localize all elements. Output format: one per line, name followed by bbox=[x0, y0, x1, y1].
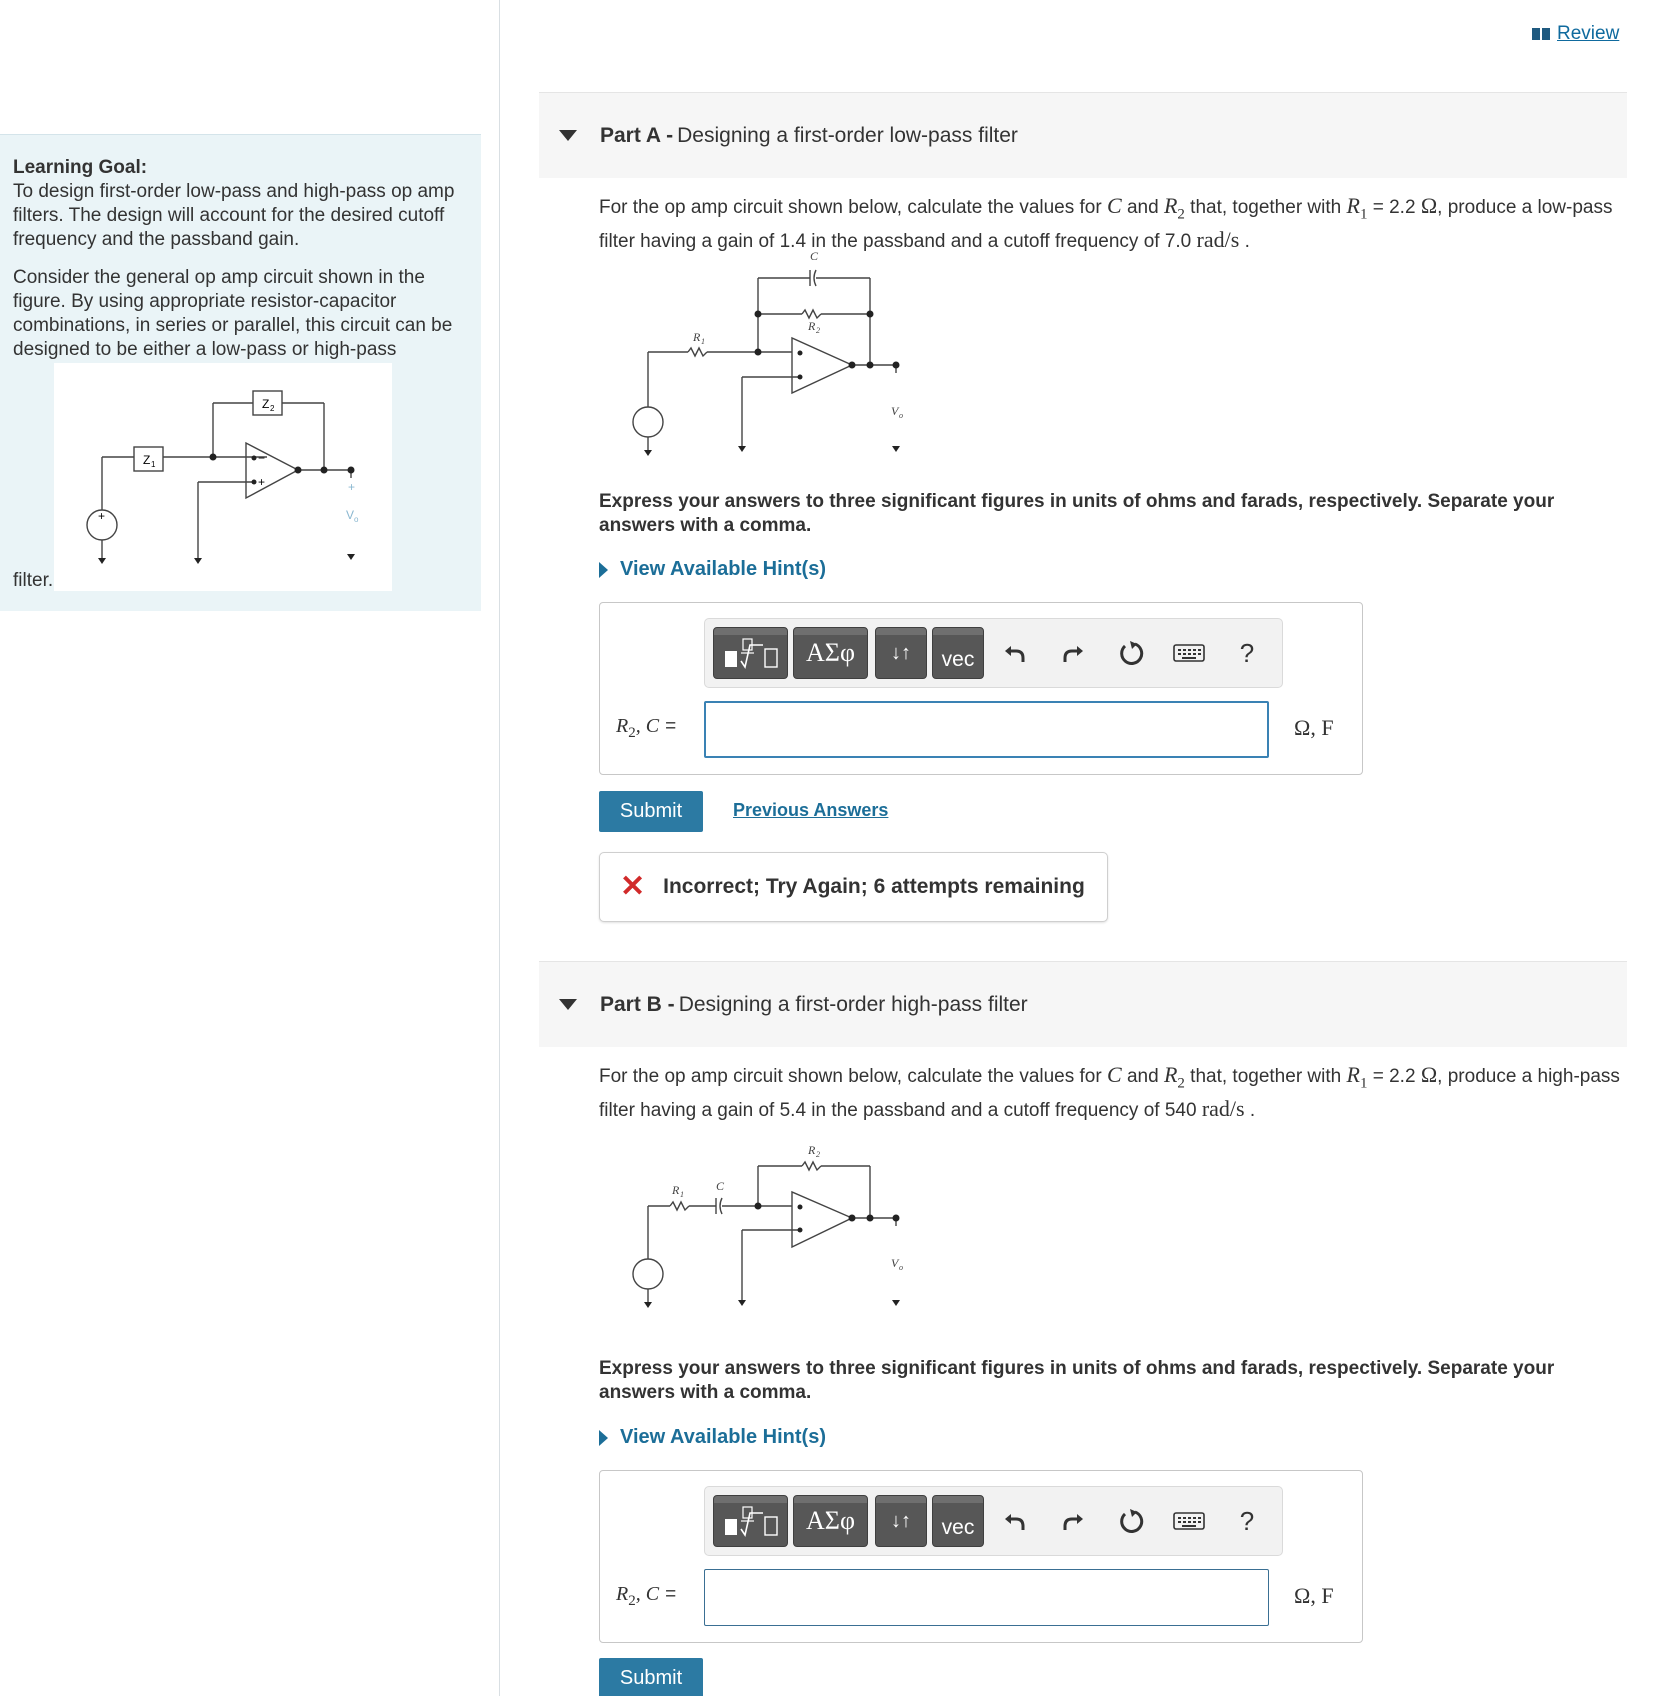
math-r1: R bbox=[1346, 1062, 1360, 1087]
keyboard-icon[interactable] bbox=[1171, 1503, 1207, 1539]
feedback-message: Incorrect; Try Again; 6 attempts remaining bbox=[663, 875, 1085, 898]
r1-label: R bbox=[693, 330, 701, 344]
help-icon[interactable]: ? bbox=[1239, 1505, 1255, 1536]
label-sub: 2 bbox=[628, 725, 636, 741]
general-op-amp-figure bbox=[54, 363, 392, 591]
expand-triangle-icon bbox=[599, 562, 608, 578]
reset-icon[interactable] bbox=[1113, 1503, 1149, 1539]
part-a-label: Part A - bbox=[600, 123, 674, 147]
answer-label bbox=[616, 715, 676, 742]
vo-sub: o bbox=[354, 515, 359, 524]
templates-button[interactable] bbox=[713, 1495, 788, 1547]
part-b-header[interactable] bbox=[539, 961, 1627, 1047]
question-text: that, together with bbox=[1190, 197, 1342, 218]
arrows-button[interactable]: ↓↑ bbox=[875, 1495, 927, 1547]
label-c: , C bbox=[635, 1583, 660, 1605]
part-a-question bbox=[599, 193, 1629, 254]
question-text: = 2.2 bbox=[1372, 197, 1416, 218]
c-label: C bbox=[810, 249, 819, 263]
vo-label: V bbox=[891, 404, 899, 418]
fraction-sqrt-icon bbox=[719, 635, 783, 671]
part-b-submit-button[interactable]: Submit bbox=[599, 1658, 703, 1696]
vo-sub: o bbox=[899, 1263, 903, 1272]
learning-goal-panel bbox=[0, 134, 481, 611]
z2-sub: 2 bbox=[270, 404, 275, 413]
z1-sub: 1 bbox=[151, 460, 156, 469]
undo-icon[interactable] bbox=[997, 635, 1033, 671]
part-b-question bbox=[599, 1062, 1629, 1123]
question-text: = 2.2 bbox=[1372, 1066, 1416, 1087]
answer-input[interactable] bbox=[704, 1569, 1269, 1626]
math-sub: 2 bbox=[1177, 206, 1185, 223]
expand-triangle-icon bbox=[599, 1430, 608, 1446]
part-b-instruction: Express your answers to three significant figures in units of ohms and farads, respectively. Separate your answers with a comma. bbox=[599, 1358, 1555, 1403]
filter-word: filter. bbox=[13, 570, 54, 591]
c-label: C bbox=[716, 1179, 725, 1193]
question-text: For the op amp circuit shown below, calculate the values for bbox=[599, 197, 1102, 218]
vo-label: V bbox=[891, 1256, 899, 1270]
source-plus: + bbox=[98, 509, 106, 523]
math-c: C bbox=[1106, 1062, 1122, 1087]
math-r2: R bbox=[1163, 193, 1178, 218]
question-text: . bbox=[1249, 1100, 1256, 1122]
question-text: For the op amp circuit shown below, calculate the values for bbox=[599, 1066, 1102, 1087]
previous-answers-link[interactable]: Previous Answers bbox=[733, 800, 889, 820]
review-link[interactable] bbox=[1531, 23, 1619, 45]
vector-button[interactable]: vec bbox=[932, 1495, 984, 1547]
learning-goal-heading: Learning Goal: bbox=[13, 157, 148, 178]
vo-sub: o bbox=[899, 411, 903, 420]
z2-label: Z bbox=[262, 397, 270, 411]
consider-text: Consider the general op amp circuit shown in the figure. By using appropriate resistor-capacitor combinations, in series or parallel, this circuit can be designed to be either a low-pass or high-pass bbox=[13, 267, 453, 360]
math-r2: R bbox=[1163, 1062, 1178, 1087]
z1-label: Z bbox=[143, 453, 151, 467]
part-b-circuit-figure bbox=[620, 1140, 920, 1320]
math-sub: 1 bbox=[1359, 1075, 1368, 1092]
learning-goal-text: To design first-order low-pass and high-pass op amp filters. The design will account for the desired cutoff frequency and the passband gain. bbox=[13, 181, 455, 250]
part-a-circuit-figure bbox=[620, 248, 920, 470]
question-text: and bbox=[1126, 197, 1159, 218]
review-label[interactable]: Review bbox=[1557, 23, 1620, 44]
math-toolbar bbox=[704, 1486, 1283, 1556]
math-toolbar bbox=[704, 618, 1283, 688]
r1-label: R bbox=[672, 1183, 680, 1197]
part-b-title: Designing a first-order high-pass filter bbox=[678, 992, 1028, 1016]
label-eq: = bbox=[665, 1584, 677, 1605]
label-eq: = bbox=[665, 716, 677, 737]
question-text: and bbox=[1126, 1066, 1159, 1087]
math-ohm: Ω bbox=[1420, 1062, 1438, 1087]
incorrect-x-icon: ✕ bbox=[620, 870, 646, 903]
answer-label bbox=[616, 1583, 676, 1610]
answer-units: Ω, F bbox=[1294, 715, 1334, 740]
question-text: . bbox=[1244, 231, 1250, 253]
part-b-answer-box bbox=[599, 1470, 1363, 1643]
math-unit: rad/s bbox=[1196, 227, 1240, 253]
help-icon[interactable]: ? bbox=[1239, 637, 1255, 668]
part-a-title: Designing a first-order low-pass filter bbox=[677, 123, 1018, 147]
r1-sub: 1 bbox=[701, 337, 705, 346]
book-icon bbox=[1531, 26, 1551, 42]
label-sub: 2 bbox=[628, 1593, 636, 1609]
hint-label[interactable]: View Available Hint(s) bbox=[620, 1426, 826, 1448]
r1-sub: 1 bbox=[680, 1190, 684, 1199]
redo-icon[interactable] bbox=[1055, 1503, 1091, 1539]
part-a-answer-box bbox=[599, 602, 1363, 775]
question-text: , produce a high-pass filter having a gain of 5.4 in the passband and a cutoff frequency of 540 bbox=[599, 1066, 1620, 1122]
part-a-hint-link[interactable] bbox=[599, 558, 826, 581]
label-r: R bbox=[616, 1583, 629, 1605]
vector-button[interactable]: vec bbox=[932, 627, 984, 679]
opamp-minus: − bbox=[258, 451, 266, 465]
part-b-label: Part B - bbox=[600, 992, 675, 1016]
collapse-caret-icon[interactable] bbox=[559, 130, 577, 141]
part-a-header[interactable] bbox=[539, 92, 1627, 178]
r2-sub: 2 bbox=[816, 1150, 820, 1159]
reset-icon[interactable] bbox=[1113, 635, 1149, 671]
math-c: C bbox=[1106, 193, 1122, 218]
question-text: , produce a low-pass filter having a gain of 1.4 in the passband and a cutoff frequency of 7.0 bbox=[599, 197, 1613, 253]
part-b-hint-link[interactable] bbox=[599, 1426, 826, 1449]
hint-label[interactable]: View Available Hint(s) bbox=[620, 558, 826, 580]
vo-label: V bbox=[346, 508, 355, 522]
arrows-button[interactable]: ↓↑ bbox=[875, 627, 927, 679]
part-a-submit-button[interactable]: Submit bbox=[599, 791, 703, 832]
r2-sub: 2 bbox=[816, 326, 820, 335]
r2-label: R bbox=[808, 319, 816, 333]
greek-symbols-button[interactable]: ΑΣφ bbox=[793, 1495, 868, 1547]
vo-plus: + bbox=[348, 480, 356, 494]
opamp-plus: + bbox=[258, 475, 266, 489]
feedback-banner bbox=[599, 852, 1108, 922]
math-ohm: Ω bbox=[1420, 193, 1438, 218]
question-text: that, together with bbox=[1190, 1066, 1342, 1087]
greek-symbols-button[interactable]: ΑΣφ bbox=[793, 627, 868, 679]
sidebar-divider bbox=[499, 0, 500, 1696]
collapse-caret-icon[interactable] bbox=[559, 999, 577, 1010]
answer-input[interactable] bbox=[704, 701, 1269, 758]
part-a-instruction: Express your answers to three significant figures in units of ohms and farads, respectively. Separate your answers with a comma. bbox=[599, 491, 1555, 536]
math-sub: 1 bbox=[1359, 206, 1368, 223]
label-c: , C bbox=[635, 715, 660, 737]
math-unit: rad/s bbox=[1201, 1096, 1245, 1122]
templates-button[interactable] bbox=[713, 627, 788, 679]
label-r: R bbox=[616, 715, 629, 737]
keyboard-icon[interactable] bbox=[1171, 635, 1207, 671]
redo-icon[interactable] bbox=[1055, 635, 1091, 671]
math-sub: 2 bbox=[1177, 1075, 1185, 1092]
fraction-sqrt-icon bbox=[719, 1503, 783, 1539]
undo-icon[interactable] bbox=[997, 1503, 1033, 1539]
answer-units: Ω, F bbox=[1294, 1583, 1334, 1608]
r2-label: R bbox=[808, 1143, 816, 1157]
math-r1: R bbox=[1346, 193, 1360, 218]
